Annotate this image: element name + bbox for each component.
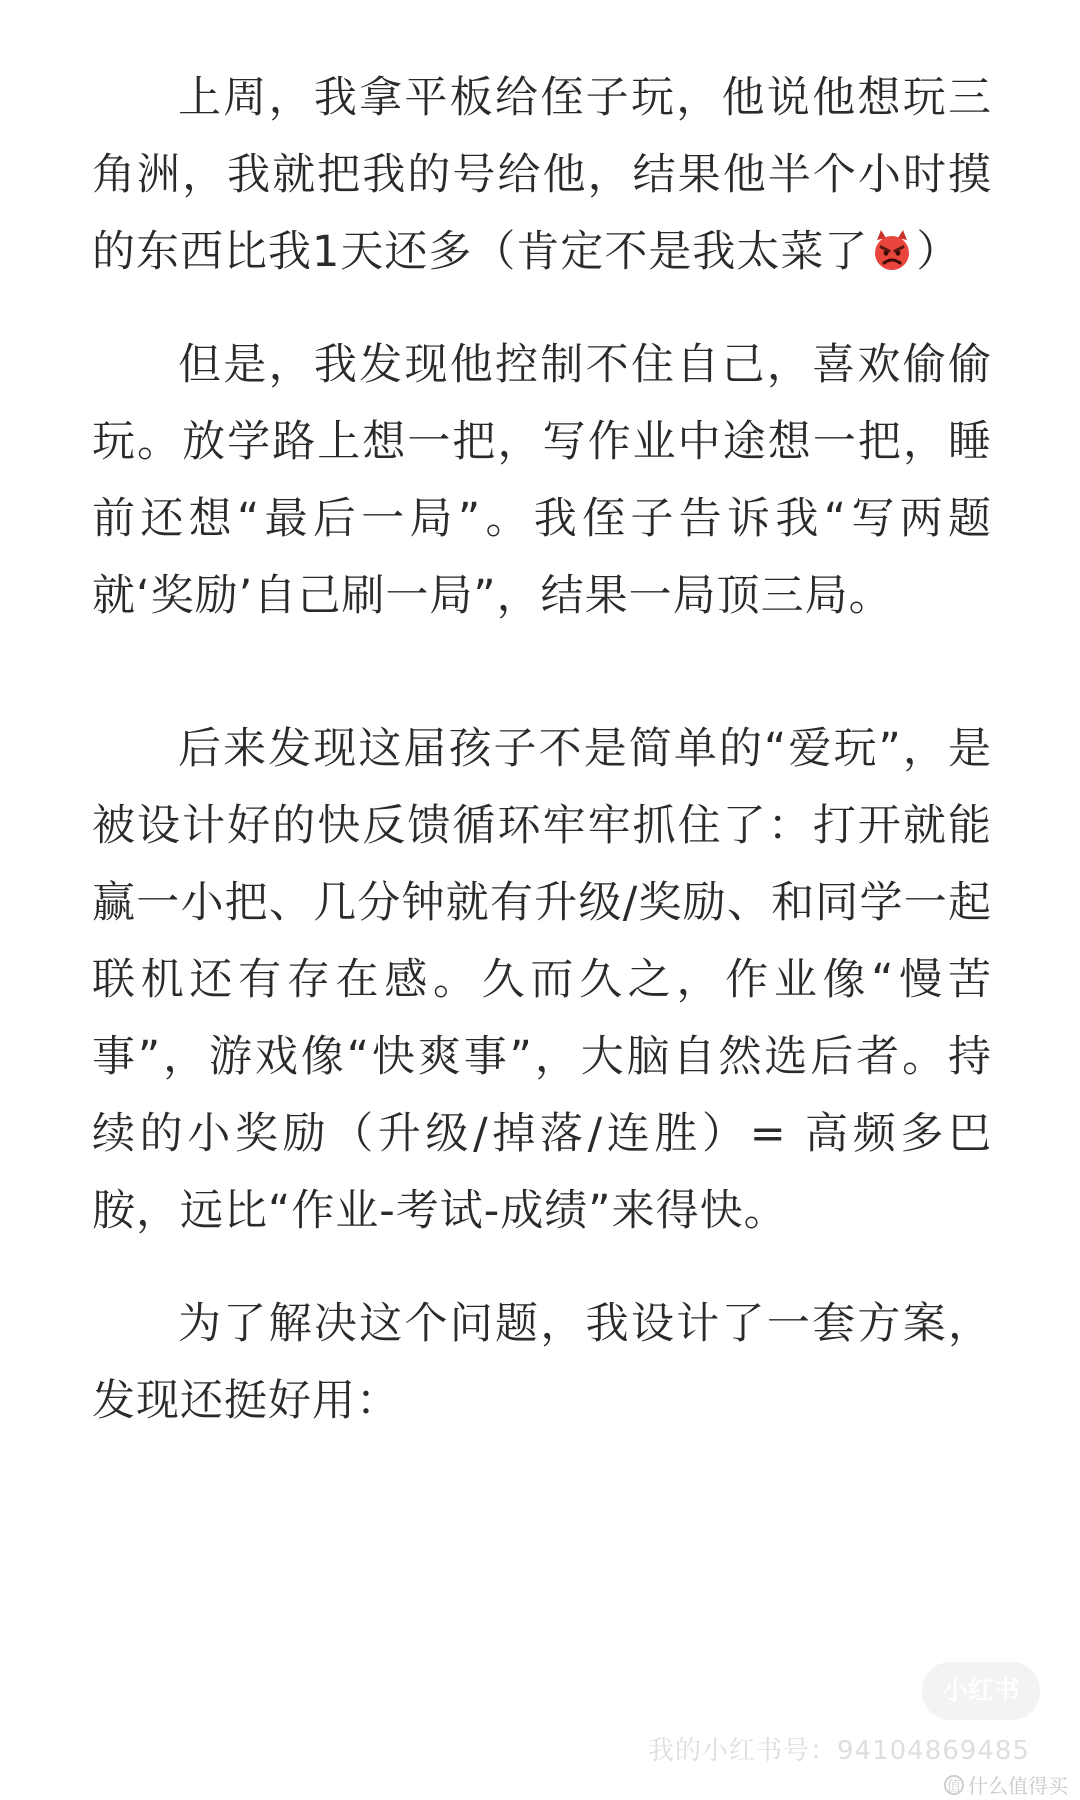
paragraph-1-tail: ） <box>916 227 961 277</box>
paragraph-4: 为了解决这个问题，我设计了一套方案，发现还挺好用： <box>92 1299 992 1426</box>
site-watermark <box>944 1770 1068 1799</box>
site-watermark-text: 什么值得买 <box>968 1774 1068 1798</box>
xiaohongshu-logo-watermark: 小红书 <box>922 1662 1040 1720</box>
paragraph-2: 但是，我发现他控制不住自己，喜欢偷偷玩。放学路上想一把，写作业中途想一把，睡前还想“最后一局”。我侄子告诉我“写两题就‘奖励’自己刷一局”，结果一局顶三局。 <box>92 340 992 621</box>
site-logo-icon: 值 <box>944 1775 964 1795</box>
article-body <box>92 60 992 1440</box>
paragraph-1 <box>92 60 992 291</box>
account-id-watermark: 我的小红书号：9410486948​5 <box>648 1736 1030 1766</box>
devil-face-icon <box>870 228 914 272</box>
paragraph-3: 后来发现这届孩子不是简单的“爱玩”，是被设计好的快反馈循环牢牢抓住了：打开就能赢一小把、几分钟就有升级/奖励、和同学一起联机还有存在感。久而久之，作业像“慢苦事”，游戏像“快爽事”，大脑自然选后者。持续的小奖励（升级/掉落/连胜）= 高频多巴胺，远比“作业-考试-成绩”来得快。 <box>92 724 992 1236</box>
paragraph-1-text: 上周，我拿平板给侄子玩，他说他想玩三角洲，我就把我的号给他，结果他半个小时摸的东西比我1天还多（肯定不是我太菜了 <box>92 73 992 277</box>
